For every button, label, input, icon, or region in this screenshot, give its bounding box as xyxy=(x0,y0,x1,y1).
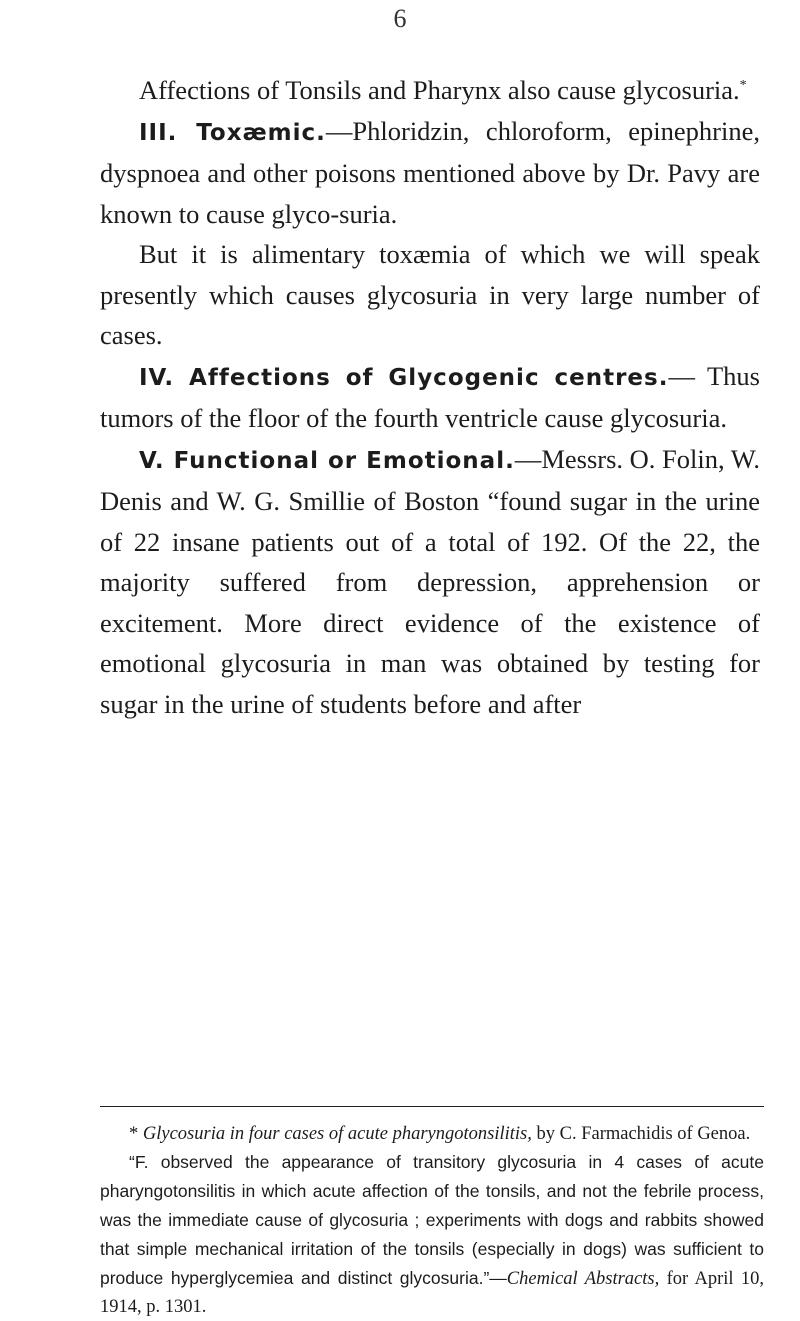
paragraph-emotional-text: —Messrs. O. Folin, W. Denis and W. G. Smillie of Boston “found sugar in the urine of 22 insane patients out of a total of 192. Of the 22, the majority suffered from depression, apprehension or excitement. More direct evidence of the existence of emotional glycosuria in man was obtained by testing for sugar in the urine of students before and after xyxy=(100,443,760,719)
footnote-reference: * xyxy=(739,78,747,94)
footnote-source-rest: for April 10, 1914, p. 1301. xyxy=(100,1269,764,1317)
footnote-quote-paragraph xyxy=(100,1148,764,1321)
footnotes xyxy=(100,1120,764,1321)
paragraph-alimentary: But it is alimentary toxæmia of which we will speak presently which causes glycosuria in very large number of cases. xyxy=(100,239,760,350)
footnote-title-italic: Glycosuria in four cases of acute pharyngotonsilitis, xyxy=(142,1124,532,1144)
paragraph-toxaemic-text: —Phloridzin, chloroform, epinephrine, dyspnoea and other poisons mentioned above by Dr. Pavy are known to cause glyco-suria. xyxy=(100,115,760,229)
heading-glycogenic: IV. Affections of Glycogenic centres. xyxy=(139,364,669,391)
footnote-divider xyxy=(100,1106,764,1107)
page-number: 6 xyxy=(393,4,407,33)
footnote-quote: “F. observed the appearance of transitory glycosuria in 4 cases of acute pharyngotonsilitis in which acute affection of the tonsils, and not the febrile process, was the immediate cause of glycosuria ; experiments with dogs and rabbits showed that simple mechanical irritation of the tonsils (especially in dogs) was sufficient to produce hyperglycemiea and distinct glycosuria.”— xyxy=(100,1152,764,1288)
paragraph-glycogenic xyxy=(100,356,760,439)
heading-toxaemic: III. Toxæmic. xyxy=(139,119,326,146)
paragraph-glycogenic-text: — Thus tumors of the floor of the fourth ventricle cause glycosuria. xyxy=(100,360,760,433)
paragraph-toxaemic xyxy=(100,111,760,235)
footnote-title-rest: by C. Farmachidis of Genoa. xyxy=(531,1124,751,1144)
paragraph-emotional xyxy=(100,439,760,725)
paragraph-tonsils-text: Affections of Tonsils and Pharynx also cause glycosuria. xyxy=(139,75,740,105)
heading-emotional: V. Functional or Emotional. xyxy=(139,447,515,474)
body-text xyxy=(100,70,760,724)
footnote-source-italic: Chemical Abstracts, xyxy=(506,1269,660,1289)
paragraph-tonsils xyxy=(100,70,760,111)
footnote-title xyxy=(100,1120,764,1148)
footnote-marker: * xyxy=(129,1124,139,1144)
